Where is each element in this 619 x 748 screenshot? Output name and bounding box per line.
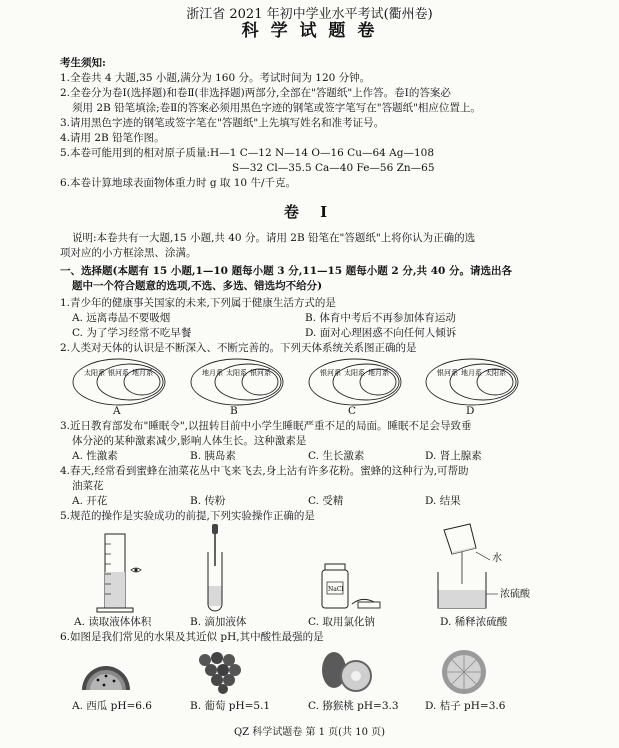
diagram-option-label: A <box>113 405 121 417</box>
diagram-label: 地月系 <box>132 369 153 377</box>
diagram-b <box>191 359 283 405</box>
option-a: A. 开花 <box>72 495 108 507</box>
diagram-option-label: C <box>348 405 357 417</box>
option-b: B. 体育中考后不再参加体育运动 <box>305 312 456 324</box>
celestial-diagrams <box>0 355 619 417</box>
diagram-c <box>309 359 401 405</box>
kiwi-icon <box>322 652 371 691</box>
notice-item: 6.本卷计算地球表面物体重力时 g 取 10 牛/千克。 <box>60 177 296 189</box>
option-d: D. 稀释浓硫酸 <box>440 616 508 628</box>
option-a: A. 远离毒品不要吸烟 <box>72 312 171 324</box>
option-c: C. 取用氯化钠 <box>308 616 375 628</box>
watermelon-icon <box>82 666 130 690</box>
option-b: B. 滴加液体 <box>190 616 247 628</box>
question-stem: 2.人类对天体的认识是不断深入、不断完善的。下列天体系统关系图正确的是 <box>60 342 417 354</box>
diagram-label: 太阳系 <box>226 369 247 377</box>
option-b: B. 葡萄 pH=5.1 <box>190 700 271 712</box>
option-a: A. 西瓜 pH=6.6 <box>72 700 152 712</box>
notice-item: 3.请用黑色字迹的钢笔或签字笔在"答题纸"上先填写姓名和准考证号。 <box>60 117 385 129</box>
option-c: C. 受精 <box>308 495 344 507</box>
option-d: D. 面对心理困惑不向任何人倾诉 <box>305 327 457 339</box>
grapes-icon <box>199 652 241 694</box>
notice-item: 1.全卷共 4 大题,35 小题,满分为 160 分。考试时间为 120 分钟。 <box>60 72 371 84</box>
water-label: 水 <box>492 553 502 564</box>
question-stem: 体分泌的某种激素减少,影响人体生长。这种激素是 <box>72 435 307 447</box>
question-stem: 1.青少年的健康事关国家的未来,下列属于健康生活方式的是 <box>60 297 336 309</box>
option-a: A. 读取液体体积 <box>74 616 152 628</box>
option-c: C. 为了学习经常不吃早餐 <box>72 327 192 339</box>
diagram-label: 银河系 <box>250 369 271 377</box>
notice-item: 5.本卷可能用到的相对原子质量:H—1 C—12 N—14 O—16 Cu—64 Ag—108 <box>60 147 434 159</box>
option-d: D. 肾上腺素 <box>425 450 482 462</box>
option-b: B. 传粉 <box>190 495 226 507</box>
option-d: D. 结果 <box>425 495 461 507</box>
diagram-a <box>73 359 165 405</box>
acid-label: 浓硫酸 <box>500 589 530 600</box>
nacl-label: NaCl <box>328 586 344 593</box>
orange-icon <box>442 650 486 694</box>
option-b: B. 胰岛素 <box>190 450 236 462</box>
diagram-label: 地月系 <box>202 369 223 377</box>
option-a: A. 性激素 <box>72 450 118 462</box>
volume-note: 项对应的小方框涂黑、涂满。 <box>60 247 197 259</box>
question-stem: 3.近日教育部发布"睡眠令",以扭转目前中小学生睡眠严重不足的局面。睡眠不足会导致垂 <box>60 420 472 432</box>
graduated-cylinder-icon <box>97 534 141 612</box>
question-stem: 5.规范的操作是实验成功的前提,下列实验操作正确的是 <box>60 510 315 522</box>
diagram-option-label: D <box>466 405 475 417</box>
diagram-label: 银河系 <box>320 369 341 377</box>
question-stem: 6.如图是我们常见的水果及其近似 pH,其中酸性最强的是 <box>60 631 324 643</box>
option-c: C. 生长激素 <box>308 450 365 462</box>
exam-subtitle: 科 学 试 题 卷 <box>241 21 378 41</box>
diagram-label: 太阳系 <box>84 369 105 377</box>
diagram-label: 地月系 <box>461 369 482 377</box>
exam-title: 浙江省 2021 年初中学业水平考试(衢州卷) <box>186 7 433 22</box>
volume-title: 卷 Ⅰ <box>283 203 336 221</box>
diagram-label: 银河系 <box>108 369 129 377</box>
question-stem: 油菜花 <box>72 480 104 492</box>
diagram-label: 太阳系 <box>485 369 506 377</box>
reagent-jar-icon <box>322 564 380 608</box>
dropper-test-tube-icon <box>208 524 222 611</box>
question-stem: 4.春天,经常看到蜜蜂在油菜花丛中飞来飞去,身上沾有许多花粉。蜜蜂的这种行为,可帮助 <box>60 465 469 477</box>
diagram-option-label: B <box>230 405 238 417</box>
notice-item: 4.请用 2B 铅笔作图。 <box>60 132 165 144</box>
page-footer: QZ 科学试题卷 第 1 页(共 10 页) <box>233 727 386 738</box>
volume-note: 说明:本卷共有一大题,15 小题,共 40 分。请用 2B 铅笔在"答题纸"上将你认为正确的选 <box>72 232 476 244</box>
option-d: D. 桔子 pH=3.6 <box>425 700 506 712</box>
diagram-label: 地月系 <box>368 369 389 377</box>
diagram-d <box>426 359 518 405</box>
notice-item: 须用 2B 铅笔填涂;卷Ⅱ的答案必须用黑色字迹的钢笔或签字笔写在"答题纸"相应位置上。 <box>72 102 481 114</box>
notice-item: 2.全卷分为卷Ⅰ(选择题)和卷Ⅱ(非选择题)两部分,全部在"答题纸"上作答。卷Ⅰ的答案必 <box>60 87 451 99</box>
diagram-label: 太阳系 <box>344 369 365 377</box>
pouring-beaker-icon <box>438 524 498 608</box>
section-heading: 题中一个符合题意的选项,不选、多选、错选均不给分) <box>72 280 323 292</box>
notice-item: S—32 Cl—35.5 Ca—40 Fe—56 Zn—65 <box>232 162 435 174</box>
diagram-label: 银河系 <box>437 369 458 377</box>
option-c: C. 猕猴桃 pH=3.3 <box>308 700 399 712</box>
section-heading: 一、选择题(本题有 15 小题,1—10 题每小题 3 分,11—15 题每小题 2 分,共 40 分。请选出各 <box>60 265 512 277</box>
notice-heading: 考生须知: <box>60 57 106 69</box>
fruit-images <box>0 644 619 696</box>
